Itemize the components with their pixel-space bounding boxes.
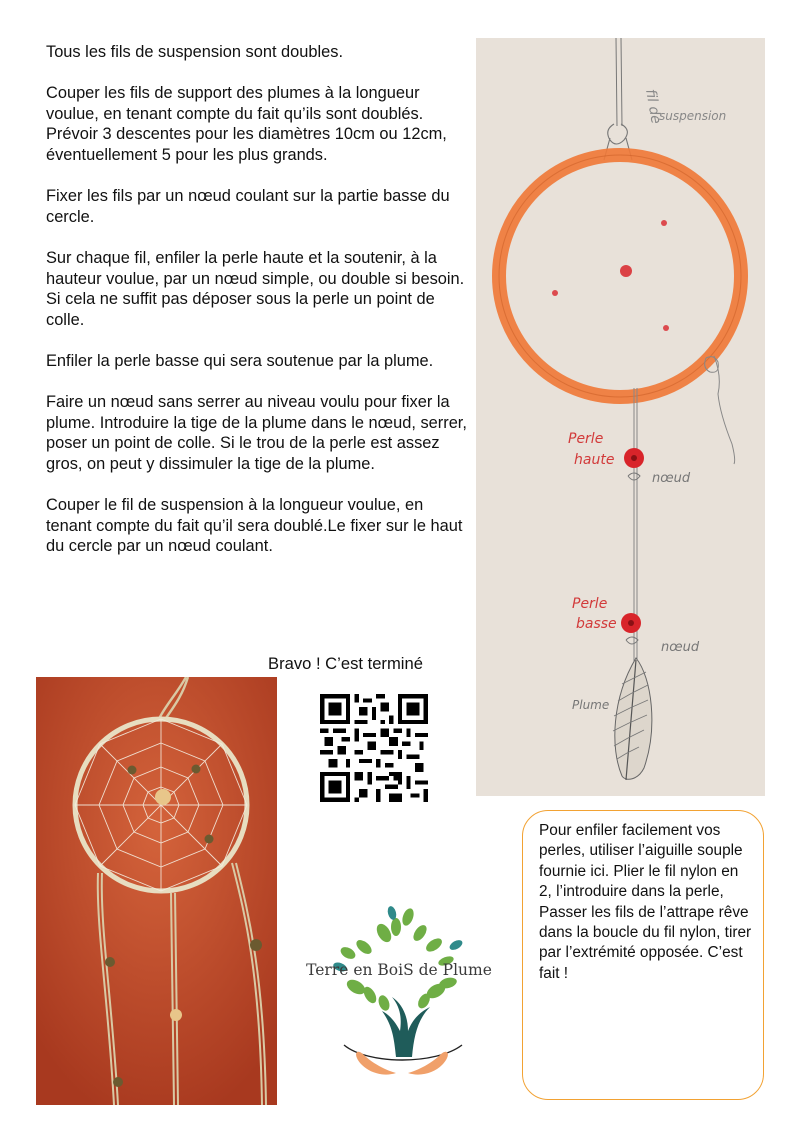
- instruction-paragraph: Faire un nœud sans serrer au niveau voulu pour fixer la plume. Introduire la tige de la plume dans le nœud, serrer, poser un point de colle. Si le trou de la perle est assez gros, on peut y dissimuler la tige de la plume.: [46, 393, 467, 473]
- instruction-paragraph: Sur chaque fil, enfiler la perle haute et la soutenir, à la hauteur voulue, par un nœud simple, ou double si besoin. Si cela ne suffit pas déposer sous la perle un point de colle.: [46, 248, 465, 329]
- qr-code[interactable]: [320, 694, 428, 802]
- instruction-sentence: Prévoir 3 descentes pour les diamètres 10cm ou 12cm, éventuellement 5 pour les plus grands.: [46, 125, 447, 164]
- sketch-drawing: [476, 38, 765, 796]
- instruction-paragraph: [46, 83, 468, 165]
- dreamcatcher-sketch: [476, 38, 765, 796]
- label-suspension: suspension: [659, 109, 727, 123]
- instruction-paragraph: Couper le fil de suspension à la longueur voulue, en tenant compte du fait qu’il sera doublé.Le fixer sur le haut du cercle par un nœud coulant.: [46, 496, 463, 556]
- tree-logo-icon: [296, 905, 506, 1095]
- instruction-paragraph: Fixer les fils par un nœud coulant sur la partie basse du cercle.: [46, 187, 450, 226]
- label-perle-haute-2: haute: [574, 452, 615, 468]
- label-perle-haute-1: Perle: [568, 431, 604, 447]
- label-noeud-top: nœud: [652, 471, 691, 486]
- dreamcatcher-photo: [36, 677, 277, 1105]
- finish-message: Bravo ! C’est terminé: [268, 654, 423, 673]
- photo-drawing: [36, 677, 277, 1105]
- qr-code-icon: [320, 694, 428, 802]
- instruction-sentence: Couper les fils de support des plumes à la longueur voulue, en tenant compte du fait qu’ils sont doublés.: [46, 84, 424, 123]
- instruction-paragraph: Tous les fils de suspension sont doubles.: [46, 43, 344, 61]
- label-perle-basse-1: Perle: [572, 596, 608, 612]
- brand-logo: [296, 905, 506, 1095]
- brand-name: Terre en BoiS de Plume: [306, 961, 492, 979]
- tip-box: [522, 810, 764, 1100]
- tip-text: Pour enfiler facilement vos perles, utiliser l’aiguille souple fournie ici. Plier le fil nylon en 2, l’introduire dans la perle, Passer les fils de l’attrape rêve dans la boucle du fil nylon, tirer par l’extrémité opposée. C’est fait !: [539, 822, 752, 982]
- instructions-text: [46, 42, 468, 557]
- label-plume: Plume: [572, 698, 610, 712]
- label-noeud-bottom: nœud: [661, 640, 700, 655]
- label-fil-de: fil de: [642, 87, 664, 126]
- label-perle-basse-2: basse: [576, 616, 617, 632]
- instruction-paragraph: Enfiler la perle basse qui sera soutenue par la plume.: [46, 351, 434, 370]
